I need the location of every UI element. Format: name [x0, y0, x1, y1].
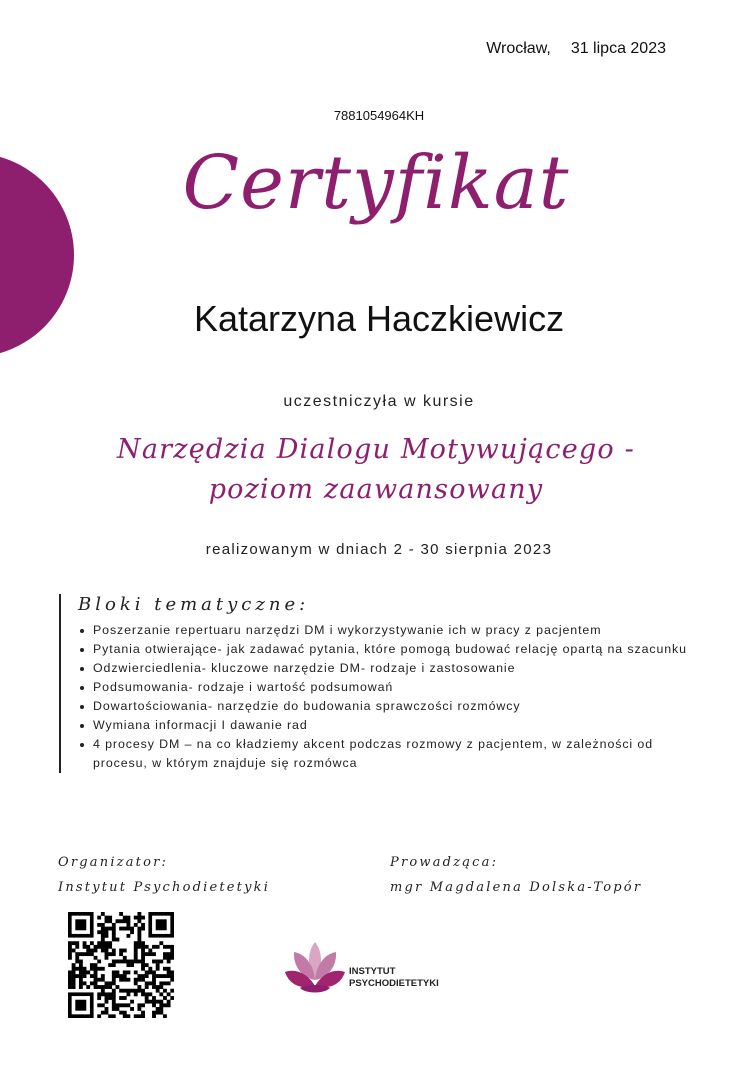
- qr-code[interactable]: [68, 912, 174, 1018]
- organizer-label: Organizator:: [58, 855, 169, 870]
- logo-text-line-2: PSYCHODIETETYKI: [349, 978, 439, 989]
- topic-item: Poszerzanie repertuaru narzędzi DM i wykorzystywanie ich w pracy z pacjentem: [78, 621, 699, 640]
- organizer-block: [58, 850, 270, 900]
- topic-blocks: [59, 594, 699, 773]
- topic-item: Odzwierciedlenia- kluczowe narzędzie DM- rodzaje i zastosowanie: [78, 659, 699, 678]
- issue-date: 31 lipca 2023: [570, 40, 666, 57]
- topic-item: 4 procesy DM – na co kładziemy akcent podczas rozmowy z pacjentem, w zależności od procesu, w którym znajduje się rozmówca: [78, 735, 699, 773]
- institute-logo: [282, 938, 482, 998]
- certificate-id: 7881054964KH: [333, 108, 425, 123]
- course-name-line-1: Narzędzia Dialogu Motywującego -: [117, 434, 635, 465]
- city: Wrocław,: [486, 40, 551, 57]
- course-dates: realizowanym w dniach 2 - 30 sierpnia 2023: [205, 541, 553, 558]
- instructor-name: mgr Magdalena Dolska-Topór: [390, 880, 643, 895]
- recipient-name: Katarzyna Haczkiewicz: [193, 298, 565, 339]
- topic-item: Dowartościowania- narzędzie do budowania sprawczości rozmówcy: [78, 697, 699, 716]
- instructor-block: [390, 850, 642, 900]
- topic-blocks-title: Bloki tematyczne:: [78, 594, 310, 615]
- certificate-title: Certyfikat: [182, 140, 570, 226]
- place-and-date: [486, 40, 666, 58]
- intro-text: uczestniczyła w kursie: [283, 393, 475, 410]
- course-name: [0, 430, 752, 510]
- topic-item: Pytania otwierające- jak zadawać pytania, które pomogą budować relację opartą na szacunku: [78, 640, 699, 659]
- lotus-icon: [282, 938, 348, 998]
- course-name-line-2: poziom zaawansowany: [208, 474, 544, 505]
- topic-item: Wymiana informacji I dawanie rad: [78, 716, 699, 735]
- topic-list: [78, 621, 699, 773]
- topic-item: Podsumowania- rodzaje i wartość podsumowań: [78, 678, 699, 697]
- logo-text-line-1: INSTYTUT: [349, 966, 396, 977]
- logo-text: [349, 966, 439, 990]
- organizer-name: Instytut Psychodietetyki: [58, 880, 271, 895]
- instructor-label: Prowadząca:: [390, 855, 499, 870]
